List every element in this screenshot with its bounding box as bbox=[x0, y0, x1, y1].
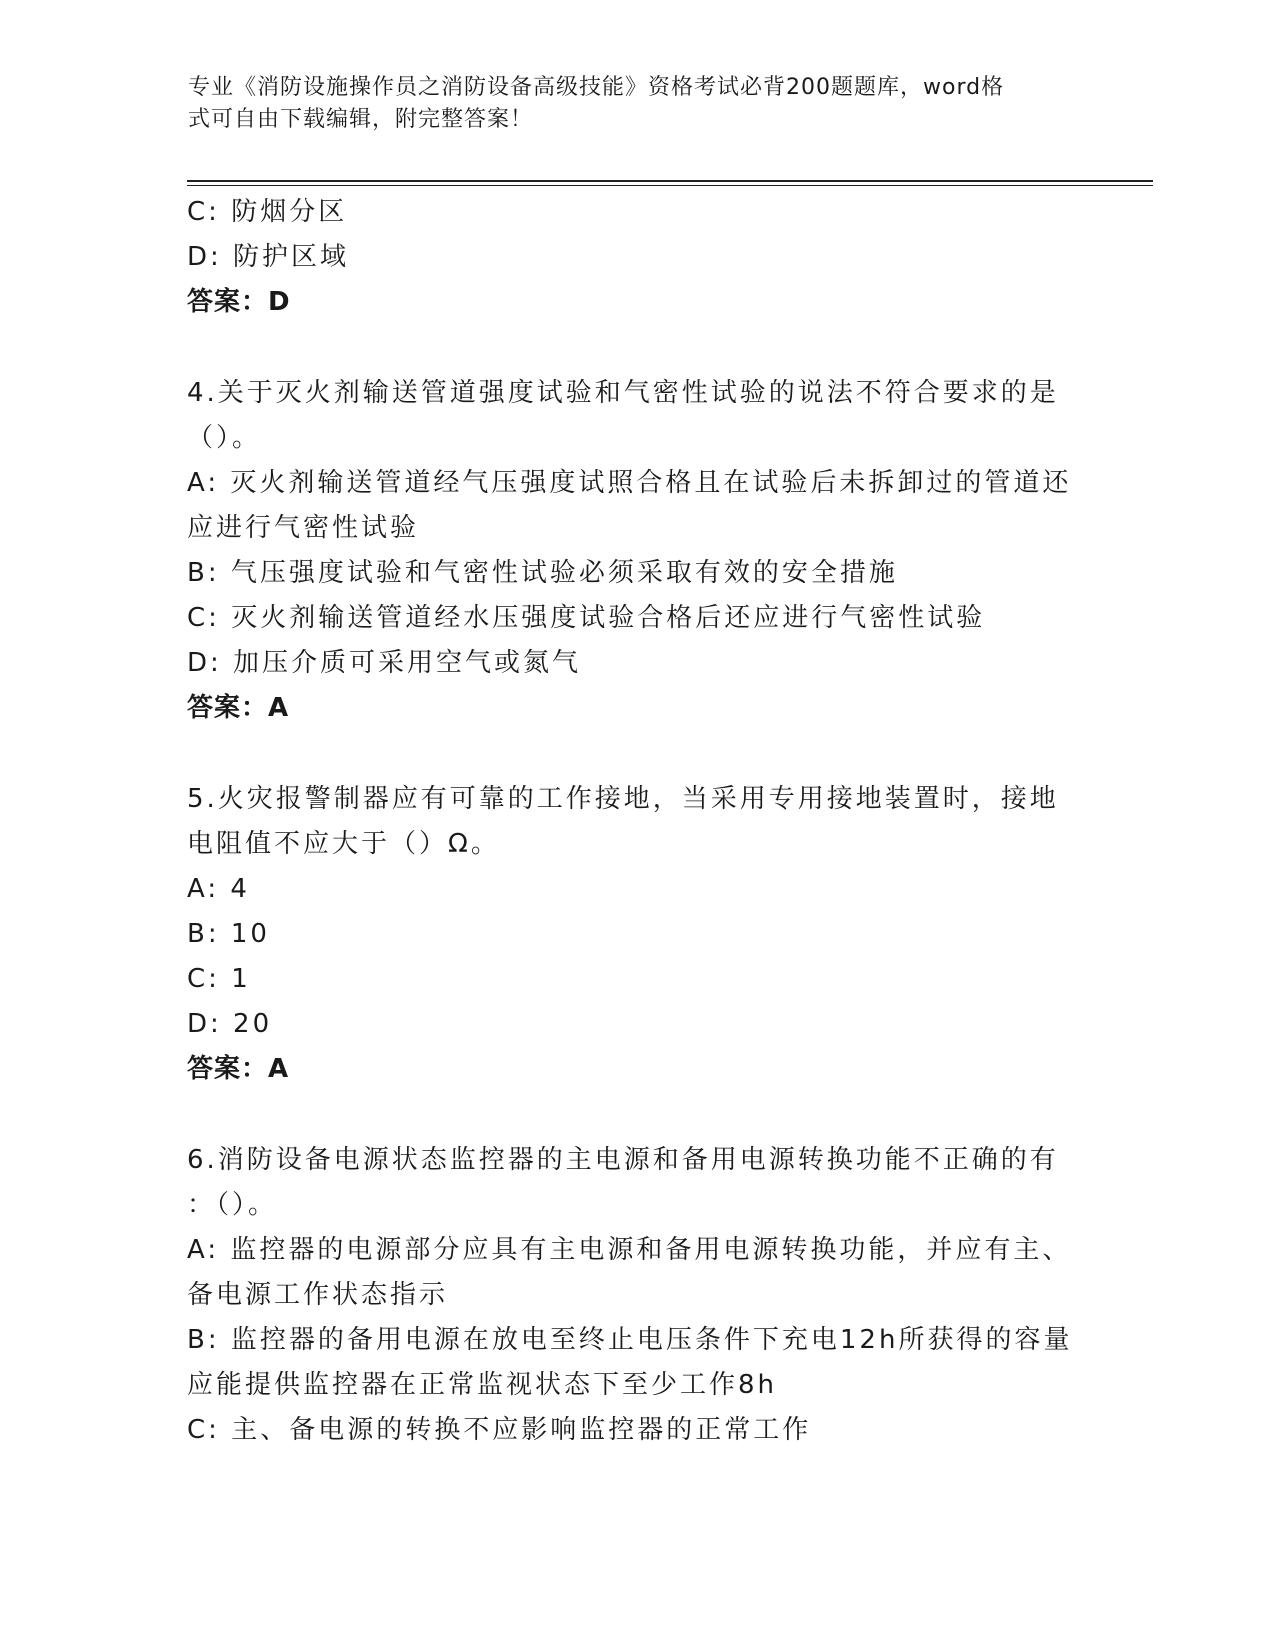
option-line: C: 灭火剂输送管道经水压强度试验合格后还应进行气密性试验 bbox=[187, 603, 986, 633]
question-content bbox=[187, 190, 1087, 1453]
question-stem-line: 5.火灾报警制器应有可靠的工作接地，当采用专用接地装置时，接地 bbox=[187, 784, 1059, 814]
option-line: C: 主、备电源的转换不应影响监控器的正常工作 bbox=[187, 1415, 812, 1445]
question-stem-line: 电阻值不应大于（）Ω。 bbox=[187, 829, 500, 859]
option-line: B: 监控器的备用电源在放电至终止电压条件下充电12h所获得的容量 bbox=[187, 1325, 1073, 1355]
answer-line: 答案：A bbox=[187, 693, 290, 723]
option-line: C: 1 bbox=[187, 964, 251, 994]
answer-line: 答案：A bbox=[187, 1054, 290, 1084]
option-line: A: 监控器的电源部分应具有主电源和备用电源转换功能，并应有主、 bbox=[187, 1235, 1072, 1265]
option-line: B: 10 bbox=[187, 919, 270, 949]
option-continuation: 应进行气密性试验 bbox=[187, 513, 420, 543]
question-stem-line: 4.关于灭火剂输送管道强度试验和气密性试验的说法不符合要求的是 bbox=[187, 378, 1059, 408]
question-stem-line: 6.消防设备电源状态监控器的主电源和备用电源转换功能不正确的有 bbox=[187, 1145, 1059, 1175]
header-rule-thin bbox=[187, 185, 1153, 186]
question-stem-line: （）。 bbox=[187, 423, 262, 453]
option-line: D: 20 bbox=[187, 1009, 273, 1039]
option-continuation: 备电源工作状态指示 bbox=[187, 1280, 449, 1310]
option-line: C: 防烟分区 bbox=[187, 197, 348, 227]
option-continuation: 应能提供监控器在正常监视状态下至少工作8h bbox=[187, 1370, 778, 1400]
question-stem-line: ：（）。 bbox=[187, 1190, 278, 1220]
answer-line: 答案：D bbox=[187, 287, 291, 317]
option-line: A: 4 bbox=[187, 874, 250, 904]
header-line-2: 式可自由下载编辑，附完整答案！ bbox=[188, 107, 534, 132]
option-line: D: 加压介质可采用空气或氮气 bbox=[187, 648, 582, 678]
header-line-1: 专业《消防设施操作员之消防设备高级技能》资格考试必背200题题库，word格 bbox=[188, 75, 1005, 100]
option-line: D: 防护区域 bbox=[187, 242, 350, 272]
header-rule-thick bbox=[187, 180, 1153, 182]
option-line: B: 气压强度试验和气密性试验必须采取有效的安全措施 bbox=[187, 558, 898, 588]
option-line: A: 灭火剂输送管道经气压强度试照合格且在试验后未拆卸过的管道还 bbox=[187, 468, 1072, 498]
document-header bbox=[188, 72, 1068, 136]
